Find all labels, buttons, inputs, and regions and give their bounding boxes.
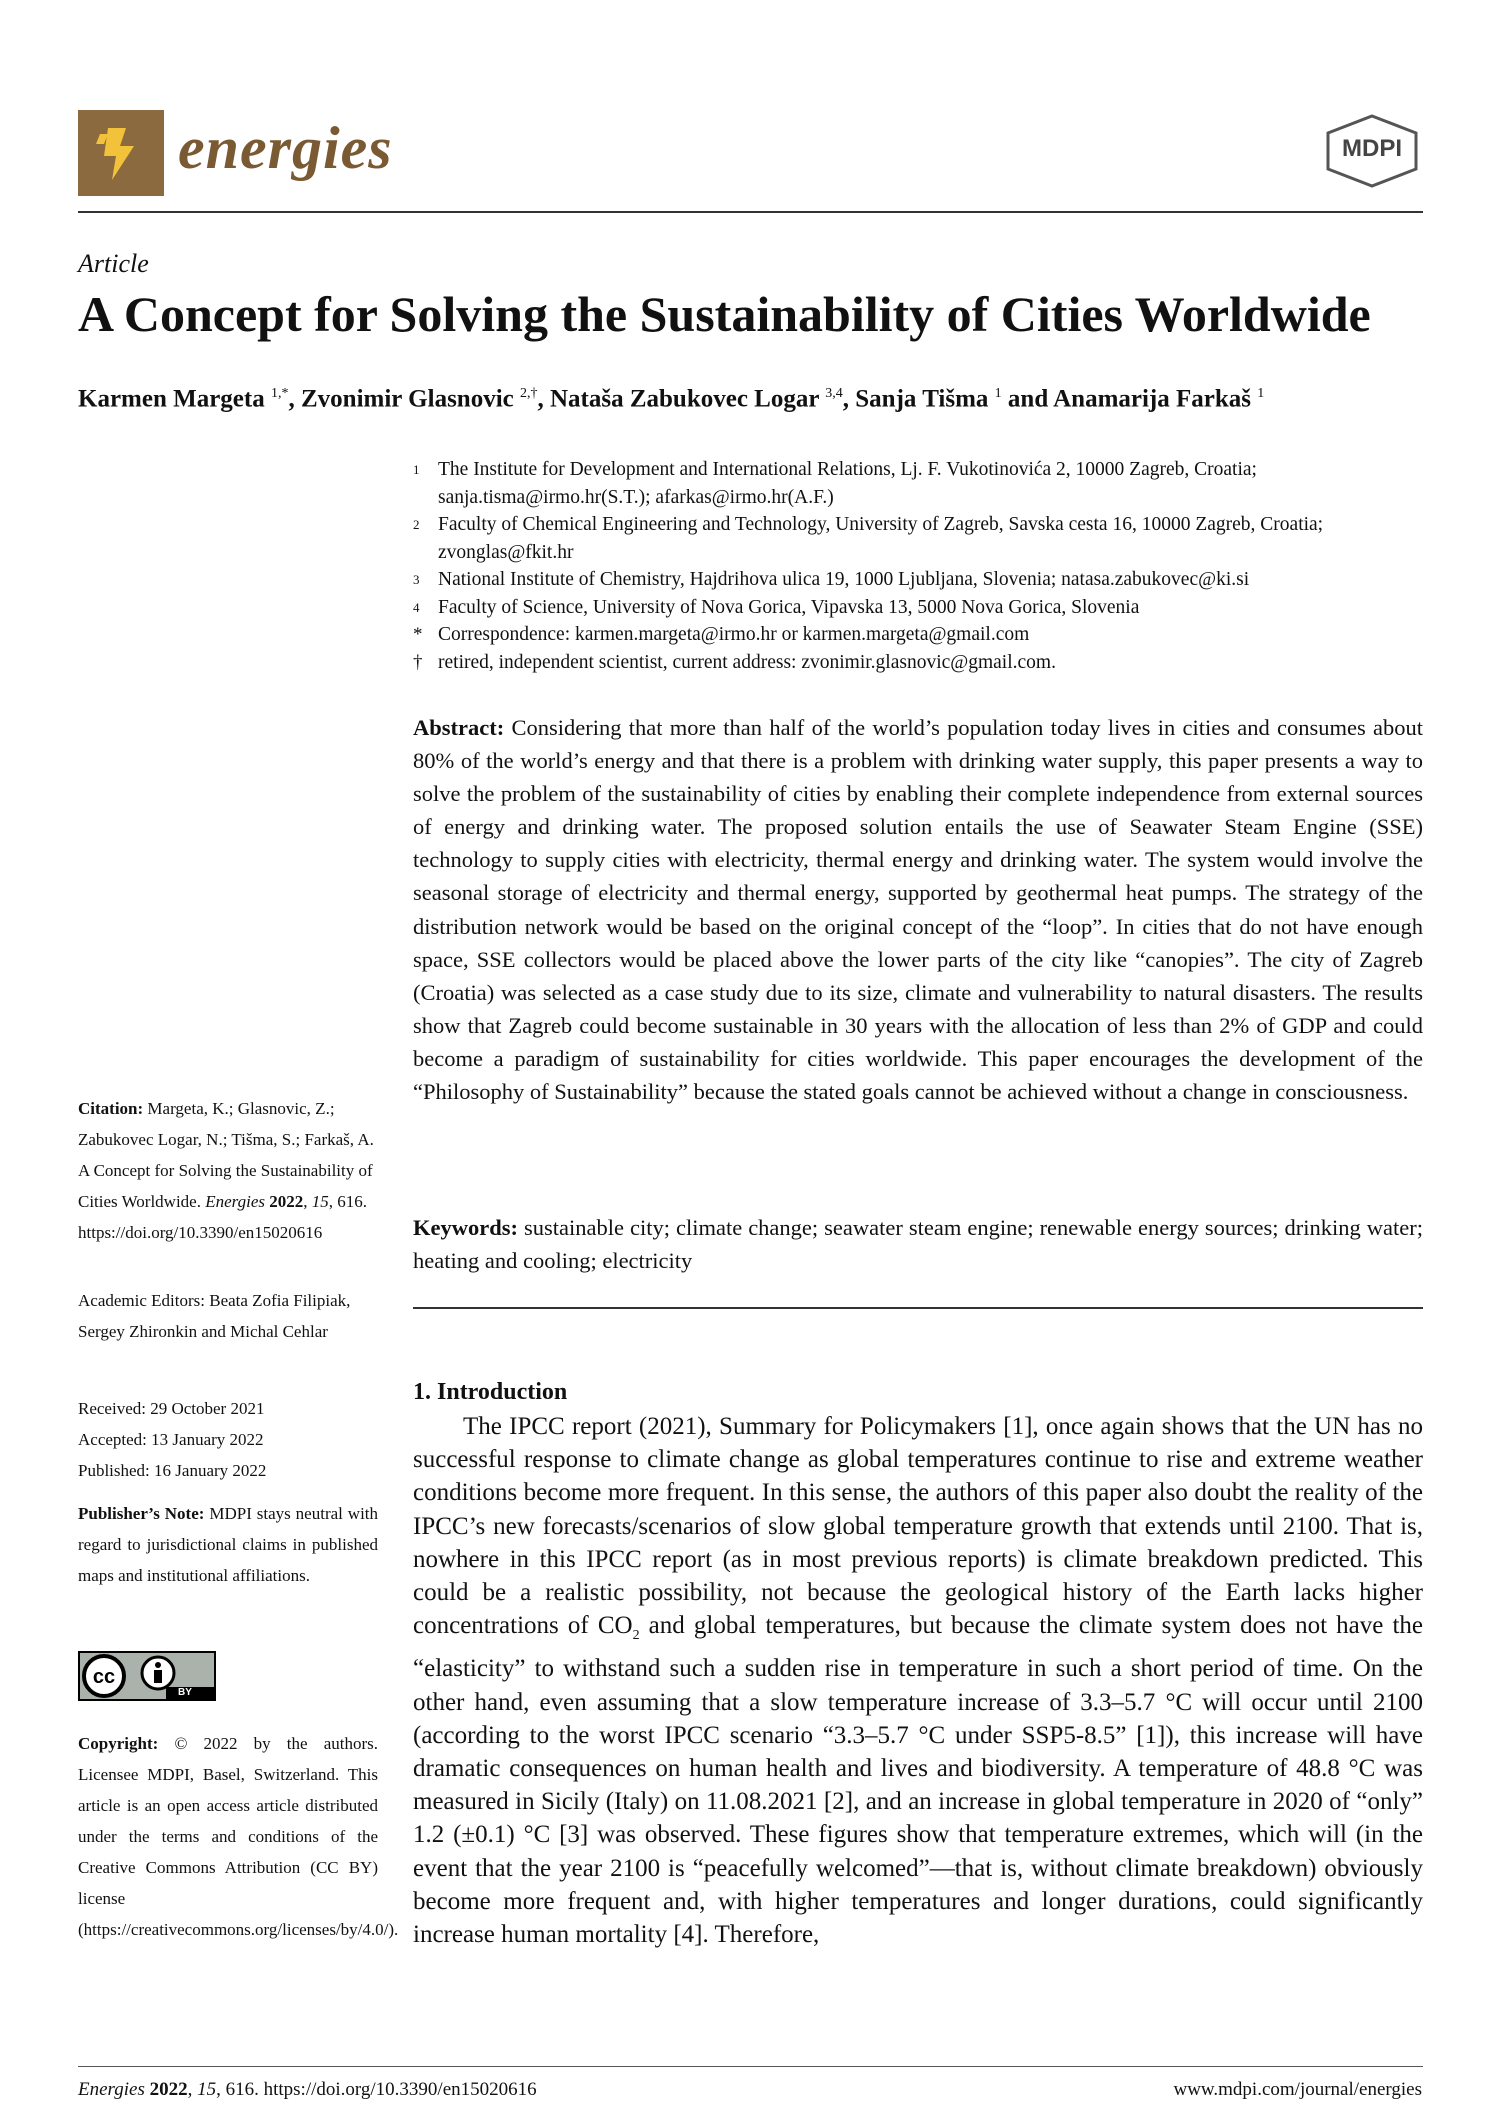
affiliation-marker: * bbox=[413, 624, 423, 645]
footer-citation: Energies 2022, 15, 616. https://doi.org/10.3390/en15020616 bbox=[78, 2079, 537, 2100]
author-affiliation-marker: 1 bbox=[1257, 386, 1265, 401]
publisher-note-text: MDPI stays neutral with regard to jurisdictional claims in published maps and institutional affiliations. bbox=[78, 1504, 379, 1585]
author-name[interactable]: Sanja Tišma bbox=[855, 385, 989, 413]
intro-part-2: and global temperatures, but because the climate system does not have the “elasticity” to withstand such a sudden rise in temperature in such a short period of time. On the other hand, even assuming that a slow temperature increase of 3.3–5.7 °C will occur until 2100 (according to the worst IPCC scenario “3.3–5.7 °C under SSP5-8.5” [1]), this increase will have dramatic consequences on human health and lives and biodiversity. A temperature of 48.8 °C was measured in Sicily (Italy) on 11.08.2021 [2], and an increase in global temperature in 2020 of “only” 1.2 (±0.1) °C [3] was observed. These figures show that temperature extremes, which will (in the event that the year 2100 is “peacefully welcomed”—that is, without climate breakdown) obviously become more frequent and, with higher temperatures and longer durations, could significantly increase human mortality [4]. Therefore, bbox=[413, 1612, 1423, 1949]
author-affiliation-marker: 1 bbox=[994, 386, 1002, 401]
publisher-name: MDPI bbox=[1342, 135, 1402, 162]
abstract bbox=[413, 711, 1423, 1108]
section-divider bbox=[413, 1307, 1423, 1309]
author-separator: , bbox=[537, 385, 550, 413]
intro-subscript: 2 bbox=[632, 1628, 640, 1644]
citation-year: 2022 bbox=[269, 1192, 304, 1211]
author-name[interactable]: Zvonimir Glasnovic bbox=[300, 385, 514, 413]
journal-name[interactable]: energies bbox=[178, 115, 393, 181]
publication-dates bbox=[78, 1393, 378, 1486]
editors-text: Academic Editors: Beata Zofia Filipiak, Sergey Zhironkin and Michal Cehlar bbox=[78, 1291, 351, 1341]
affiliation-item bbox=[413, 649, 1423, 677]
cc-by-license-badge[interactable] bbox=[78, 1651, 216, 1701]
author-affiliation-marker: 3,4 bbox=[825, 386, 843, 401]
affiliation-item bbox=[413, 566, 1423, 594]
accepted-date: Accepted: 13 January 2022 bbox=[78, 1430, 264, 1449]
author-separator: , bbox=[842, 385, 856, 413]
author-affiliation-marker: 2,† bbox=[520, 386, 538, 401]
introduction-text bbox=[413, 1410, 1423, 1951]
article-type: Article bbox=[78, 249, 149, 278]
footer-journal: Energies bbox=[78, 2079, 145, 2100]
affiliation-text: retired, independent scientist, current address: zvonimir.glasnovic@gmail.com. bbox=[438, 651, 1056, 673]
affiliation-text: The Institute for Development and International Relations, Lj. F. Vukotinovića 2, 10000 Zagreb, Croatia; sanja.tisma@irmo.hr(S.T.); afarkas@irmo.hr(A.F.) bbox=[438, 459, 1257, 508]
keywords-text: sustainable city; climate change; seawater steam engine; renewable energy sources; drinking water; heating and cooling; electricity bbox=[413, 1215, 1424, 1274]
lightning-bolt-icon bbox=[78, 110, 164, 196]
affiliation-item bbox=[413, 621, 1423, 649]
affiliation-marker: 4 bbox=[413, 599, 420, 615]
author-list bbox=[78, 378, 1264, 415]
footer-year: 2022 bbox=[149, 2079, 188, 2100]
affiliation-marker: 1 bbox=[413, 462, 420, 477]
article-title: A Concept for Solving the Sustainability of Cities Worldwide bbox=[78, 286, 1371, 342]
copyright-block bbox=[78, 1728, 399, 1945]
journal-logo-icon bbox=[78, 110, 164, 196]
affiliation-item bbox=[413, 594, 1423, 622]
author-separator: and bbox=[1001, 385, 1054, 413]
affiliation-marker: 3 bbox=[413, 572, 420, 587]
copyright-text: © 2022 by the authors. Licensee MDPI, Basel, Switzerland. This article is an open access article distributed under the terms and conditions of the Creative Commons Attribution (CC BY) license (https://creativecommons.org/licenses/by/4.0/). bbox=[78, 1734, 399, 1939]
cc-by-icon bbox=[78, 1651, 216, 1701]
footer-divider bbox=[78, 2066, 1423, 2067]
keywords bbox=[413, 1211, 1423, 1278]
mdpi-logo[interactable] bbox=[1320, 113, 1424, 189]
keywords-label: Keywords: bbox=[413, 1215, 518, 1240]
author-affiliation-marker: 1,* bbox=[270, 386, 289, 401]
citation-text: Margeta, K.; Glasnovic, Z.; Zabukovec Logar, N.; Tišma, S.; Farkaš, A. A Concept for Solving the Sustainability of Cities Worldwide. bbox=[78, 1099, 374, 1211]
intro-part-1: The IPCC report (2021), Summary for Policymakers [1], once again shows that the UN has no successful response to climate change as global temperatures continue to rise and extreme weather conditions become more frequent. In this sense, the authors of this paper also doubt the reality of the IPCC’s new forecasts/scenarios of slow global temperature growth that extends until 2100. That is, nowhere in this IPCC report (as in most previous reports) is climate breakdown predicted. This could be a realistic possibility, not because the geological history of the Earth lacks higher concentrations of CO bbox=[413, 1413, 1423, 1640]
citation-journal: Energies bbox=[205, 1192, 266, 1211]
cc-label: BY bbox=[178, 1687, 192, 1698]
academic-editors bbox=[78, 1285, 378, 1347]
affiliations bbox=[413, 456, 1423, 676]
citation-block: Citation: Margeta, K.; Glasnovic, Z.; Zabukovec Logar, N.; Tišma, S.; Farkaš, A. A Concept for Solving the Sustainability of Cities Worldwide. Energies 2022, 15, 616. https://doi.org/10.3390/en15020616 bbox=[78, 1099, 374, 1242]
author-name[interactable]: Nataša Zabukovec Logar bbox=[550, 385, 820, 413]
svg-text:cc: cc bbox=[92, 1666, 116, 1688]
copyright-label: Copyright: bbox=[78, 1734, 159, 1753]
publisher-note bbox=[78, 1498, 378, 1591]
author-name[interactable]: Karmen Margeta bbox=[78, 385, 265, 413]
footer-volume: 15 bbox=[197, 2079, 217, 2100]
affiliation-item bbox=[413, 511, 1423, 566]
author-name[interactable]: Anamarija Farkaš bbox=[1053, 385, 1252, 413]
section-heading: 1. Introduction bbox=[413, 1379, 568, 1405]
affiliation-text: Correspondence: karmen.margeta@irmo.hr or karmen.margeta@gmail.com bbox=[438, 624, 1030, 645]
affiliation-text: Faculty of Science, University of Nova Gorica, Vipavska 13, 5000 Nova Gorica, Slovenia bbox=[438, 596, 1140, 618]
received-date: Received: 29 October 2021 bbox=[78, 1399, 265, 1418]
published-date: Published: 16 January 2022 bbox=[78, 1461, 267, 1480]
abstract-text: Considering that more than half of the world’s population today lives in cities and consumes about 80% of the world’s energy and that there is a problem with drinking water supply, this paper presents a way to solve the problem of the sustainability of cities by enabling their complete independence from external sources of energy and drinking water. The proposed solution entails the use of Seawater Steam Engine (SSE) technology to supply cities with electricity, thermal energy and drinking water. The system would involve the seasonal storage of electricity and thermal energy, supported by geothermal heat pumps. The strategy of the distribution network would be based on the original concept of the “loop”. In cities that do not have enough space, SSE collectors would be placed above the lower parts of the city like “canopies”. The city of Zagreb (Croatia) was selected as a case study due to its size, climate and vulnerability to natural disasters. The results show that Zagreb could become sustainable in 30 years with the allocation of less than 2% of GDP and could become a paradigm of sustainability for cities worldwide. This paper encourages the development of the “Philosophy of Sustainability” because the stated goals cannot be achieved without a change in consciousness. bbox=[413, 715, 1423, 1105]
affiliation-item bbox=[413, 456, 1423, 511]
affiliation-marker: 2 bbox=[413, 517, 420, 532]
citation-label: Citation: bbox=[78, 1099, 144, 1118]
citation-doi[interactable]: , 616. https://doi.org/10.3390/en15020616 bbox=[78, 1192, 368, 1242]
header-divider bbox=[78, 211, 1423, 213]
author-separator: , bbox=[288, 385, 301, 413]
footer-journal-url[interactable]: www.mdpi.com/journal/energies bbox=[1173, 2079, 1422, 2100]
affiliation-text: National Institute of Chemistry, Hajdrihova ulica 19, 1000 Ljubljana, Slovenia; natasa.zabukovec@ki.si bbox=[438, 569, 1250, 590]
footer-doi[interactable]: , 616. https://doi.org/10.3390/en15020616 bbox=[216, 2079, 537, 2100]
affiliation-text: Faculty of Chemical Engineering and Technology, University of Zagreb, Savska cesta 16, 10000 Zagreb, Croatia; zvonglas@fkit.hr bbox=[438, 514, 1324, 563]
affiliation-marker: † bbox=[413, 651, 423, 673]
publisher-note-label: Publisher’s Note: bbox=[78, 1504, 205, 1523]
citation-volume: 15 bbox=[311, 1192, 329, 1211]
abstract-label: Abstract: bbox=[413, 715, 505, 740]
